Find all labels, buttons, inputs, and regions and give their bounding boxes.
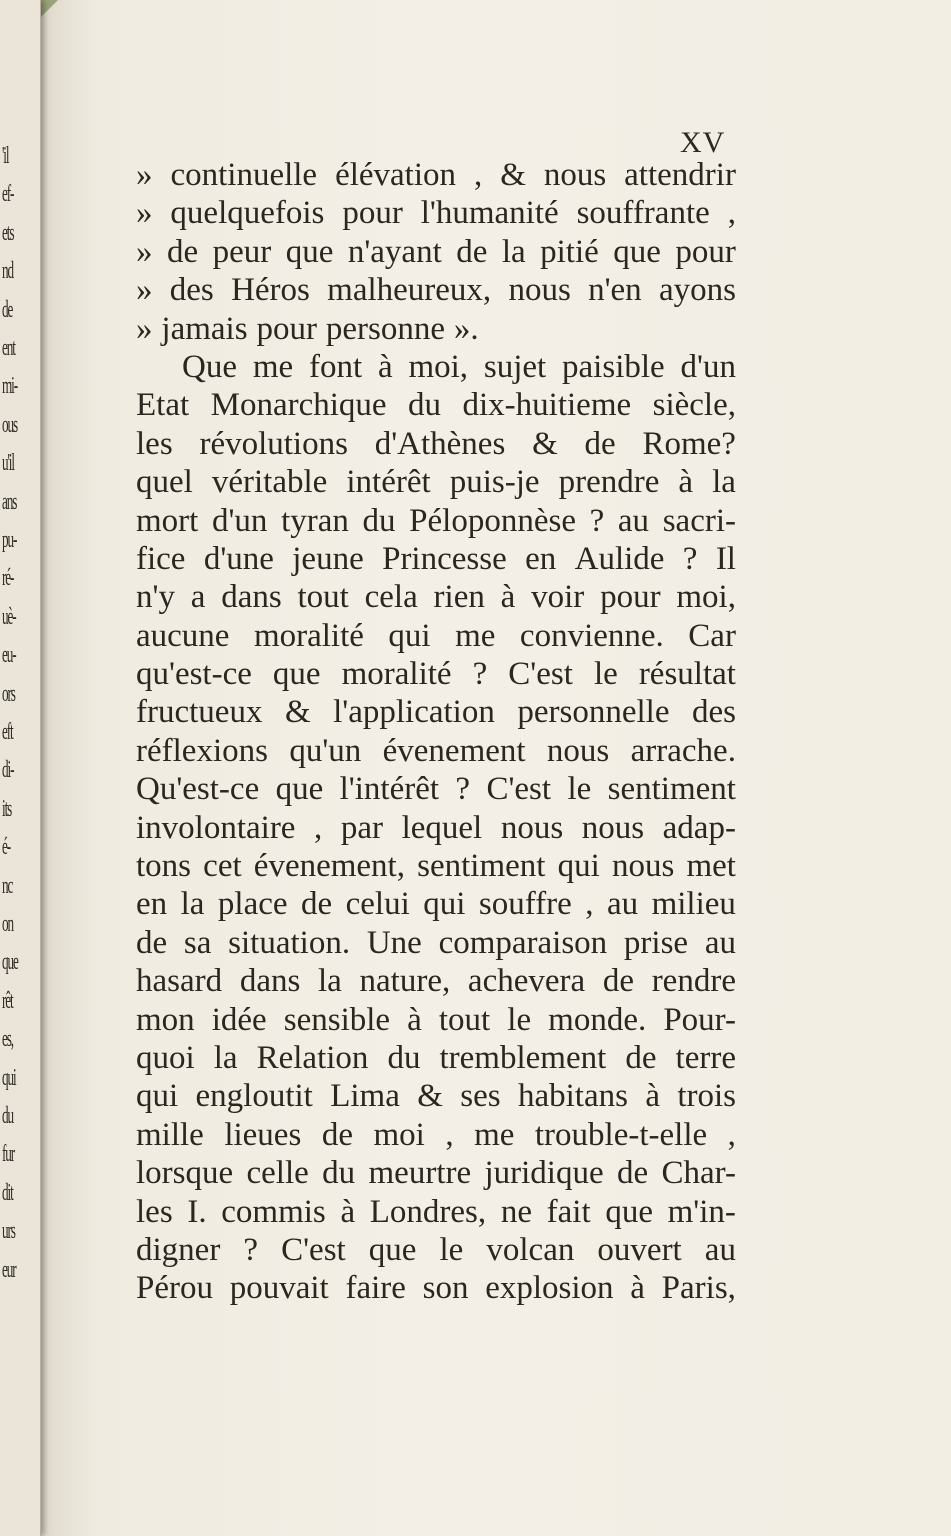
word: à <box>678 464 694 501</box>
word: voir <box>531 579 585 616</box>
word: ne <box>500 1193 532 1230</box>
word: C'est <box>281 1231 346 1268</box>
word: moi, <box>408 348 469 385</box>
word: des <box>691 694 736 731</box>
word: aucune <box>136 617 230 654</box>
word: fait <box>546 1193 591 1230</box>
word: lieues <box>224 1116 302 1153</box>
word: juridique <box>484 1155 604 1192</box>
word: Paris, <box>661 1270 736 1307</box>
word: habitans <box>517 1078 628 1115</box>
word: de <box>166 233 199 270</box>
word: , <box>445 1116 454 1153</box>
word: ? <box>589 502 605 539</box>
word: sacri- <box>662 502 736 539</box>
word: ses <box>460 1078 501 1115</box>
word: la <box>318 963 342 1000</box>
text-line <box>136 194 736 232</box>
word: C'est <box>486 771 552 808</box>
word: Que <box>182 348 237 385</box>
word: sujet <box>483 348 547 385</box>
word: & <box>500 157 526 193</box>
word: l'application <box>333 694 495 731</box>
word: , <box>727 1116 736 1153</box>
word: en <box>525 540 557 577</box>
word: ? <box>472 656 488 693</box>
word: Princesse <box>382 540 507 577</box>
previous-page-fragment: nd <box>2 258 13 285</box>
text-line <box>136 1231 736 1269</box>
word: de <box>301 886 333 923</box>
word: qui <box>388 617 431 654</box>
word: souffre <box>478 886 572 923</box>
word: Relation <box>256 1039 369 1076</box>
word: des <box>169 272 214 309</box>
previous-page-fragment: rêt <box>2 987 13 1014</box>
word: siècle, <box>652 387 736 424</box>
word: que <box>285 233 334 270</box>
word: n'en <box>588 272 642 309</box>
word: Qu'est-ce <box>136 771 260 808</box>
word: engloutit <box>195 1078 313 1115</box>
word: en <box>136 886 168 923</box>
word: moi, <box>676 579 736 616</box>
book-page <box>40 0 951 1536</box>
word: le <box>593 656 618 693</box>
word: lorsque <box>136 1155 234 1192</box>
word: a <box>190 579 206 616</box>
word: quel <box>136 464 193 501</box>
word: qui <box>423 886 466 923</box>
word: de <box>584 425 616 462</box>
word: fice <box>136 540 186 577</box>
word: ayons <box>658 272 736 309</box>
word: de <box>617 1155 649 1192</box>
word: intérêt <box>346 464 431 501</box>
word: digner <box>136 1231 221 1268</box>
word: à <box>407 1001 422 1038</box>
previous-page-fragment: on <box>2 911 13 937</box>
previous-page-fragment: ors <box>2 680 15 707</box>
word: élévation <box>335 157 457 193</box>
word: comparaison <box>438 924 608 961</box>
previous-page-fragment: its <box>2 795 12 822</box>
text-line <box>136 885 736 923</box>
word: cela <box>364 579 418 616</box>
text-line <box>136 1001 736 1039</box>
word: quoi <box>136 1039 195 1076</box>
word: convienne. <box>519 617 664 654</box>
word: malheureux, <box>327 272 492 309</box>
previous-page-fragment: 'il <box>2 143 9 169</box>
word: réflexions <box>136 732 268 769</box>
text-line <box>136 809 736 847</box>
word: qu'est-ce <box>136 656 252 693</box>
word: explosion <box>485 1270 614 1307</box>
word: mille <box>136 1116 204 1153</box>
word: résultat <box>638 656 736 693</box>
word: l'humanité <box>420 195 559 232</box>
word: meurtre <box>368 1155 472 1192</box>
text-line <box>136 156 736 194</box>
word: puis-je <box>449 464 540 501</box>
word: les <box>136 1193 173 1230</box>
word: terre <box>675 1039 736 1076</box>
word: Pérou <box>136 1270 213 1307</box>
previous-page-fragment: de <box>2 296 13 323</box>
word: , <box>473 157 483 193</box>
word: mon <box>136 1001 195 1038</box>
word: tremblement <box>439 1039 607 1076</box>
word: rendre <box>651 963 736 1000</box>
previous-page-fragment: é- <box>2 834 11 861</box>
word: Une <box>366 924 422 961</box>
word: moralité <box>341 656 452 693</box>
word: ouvert <box>597 1231 682 1268</box>
word: à <box>340 1193 356 1230</box>
word: le <box>439 1231 464 1268</box>
word: la <box>180 886 205 923</box>
word: Héros <box>231 272 310 309</box>
word: hasard <box>136 963 223 1000</box>
word: pour <box>256 310 317 347</box>
word: que <box>605 1193 653 1230</box>
word: souffrante <box>576 195 710 232</box>
word: tons <box>136 848 192 885</box>
word: prendre <box>558 464 660 501</box>
word: fructueux <box>136 694 263 731</box>
text-line <box>136 425 736 463</box>
word: pouvait <box>229 1270 329 1307</box>
word: Lima <box>330 1078 400 1115</box>
word: faire <box>345 1270 406 1307</box>
word: d'un <box>211 502 268 539</box>
word: lequel <box>401 809 483 846</box>
word: me <box>455 617 496 654</box>
word: évenement <box>382 732 526 769</box>
word: trouble-t-elle <box>534 1116 708 1153</box>
previous-page-fragment: di- <box>2 757 14 784</box>
previous-page-fragment: dit <box>2 1179 13 1206</box>
word: nous <box>508 272 571 309</box>
word: tout <box>297 579 349 616</box>
word: l'intérêt <box>339 771 440 808</box>
previous-page-fragment: mi- <box>2 373 18 400</box>
word: situation. <box>228 924 351 961</box>
text-line <box>136 1116 736 1154</box>
word: la <box>712 464 736 501</box>
word: de <box>602 963 634 1000</box>
word: m'in- <box>667 1193 736 1230</box>
text-line <box>136 693 736 731</box>
word: Monarchique <box>210 387 387 424</box>
word: arrache. <box>630 732 736 769</box>
word: au <box>704 1231 736 1268</box>
text-line <box>136 962 736 1000</box>
word: la <box>501 233 526 270</box>
word: , <box>314 809 323 846</box>
word: dans <box>239 963 301 1000</box>
text-line <box>136 617 736 655</box>
word: par <box>340 809 384 846</box>
text-line <box>136 1039 736 1077</box>
word: milieu <box>651 886 736 923</box>
text-line <box>136 502 736 540</box>
word: I. <box>187 1193 207 1230</box>
word: prise <box>623 924 689 961</box>
word: évenement, <box>253 848 405 885</box>
previous-page-fragment: fur <box>2 1141 15 1168</box>
word: qu'un <box>289 732 362 769</box>
word: , <box>727 195 736 232</box>
word: dix-huitieme <box>462 387 632 424</box>
word: ». <box>453 310 479 347</box>
word: au <box>617 502 650 539</box>
word: son <box>422 1270 469 1307</box>
word: la <box>213 1039 238 1076</box>
previous-page-fragment: eft <box>2 719 13 745</box>
previous-page-fragment: ré- <box>2 565 14 592</box>
word: volcan <box>486 1231 575 1268</box>
previous-page-fragment: pu- <box>2 527 17 553</box>
text-line <box>136 271 736 309</box>
word: achevera <box>467 963 586 1000</box>
word: les <box>136 425 173 462</box>
word: jamais <box>161 310 248 347</box>
text-line <box>136 310 736 348</box>
previous-page-fragment: du <box>2 1103 13 1129</box>
previous-page-fragment: que <box>2 949 18 976</box>
word: personne <box>325 310 446 347</box>
word: pitié <box>540 233 599 270</box>
word: de <box>136 924 168 961</box>
word: véritable <box>211 464 328 501</box>
word: & <box>532 425 558 462</box>
word: tyran <box>281 502 349 539</box>
text-line <box>136 578 736 616</box>
word: font <box>308 348 363 385</box>
word: jeune <box>292 540 364 577</box>
word: Char- <box>661 1155 736 1192</box>
word: , <box>585 886 594 923</box>
word: d'un <box>680 348 736 385</box>
previous-page-fragment: ans <box>2 488 17 515</box>
word: » <box>136 272 153 309</box>
text-line <box>136 540 736 578</box>
previous-page-fragment: u'il <box>2 450 14 477</box>
previous-page-fragment: eur <box>2 1256 16 1283</box>
word: continuelle <box>170 157 318 193</box>
text-line <box>136 233 736 271</box>
word: que <box>368 1231 417 1268</box>
word: à <box>377 348 393 385</box>
word: attendrir <box>624 157 736 193</box>
word: nous <box>500 809 564 846</box>
word: Car <box>688 617 736 654</box>
word: révolutions <box>199 425 348 462</box>
word: le <box>507 1001 532 1038</box>
text-line <box>136 770 736 808</box>
word: commis <box>221 1193 326 1230</box>
word: quelquefois <box>170 195 325 232</box>
word: que <box>275 771 324 808</box>
word: au <box>606 886 639 923</box>
word: à <box>630 1270 645 1307</box>
corner-tab <box>40 0 58 18</box>
word: ? <box>682 540 698 577</box>
word: de <box>456 233 488 270</box>
word: moi <box>373 1116 425 1153</box>
word: sentiment <box>607 771 736 808</box>
previous-page-edge <box>0 0 41 1536</box>
word: Rome? <box>642 425 736 462</box>
word: au <box>704 924 736 961</box>
word: le <box>567 771 592 808</box>
word: nous <box>581 809 645 846</box>
word: sentiment <box>417 848 546 885</box>
word: pour <box>342 195 403 232</box>
word: nature, <box>359 963 451 1000</box>
word: de <box>321 1116 353 1153</box>
word: involontaire <box>136 809 296 846</box>
word: pour <box>600 579 661 616</box>
text-line <box>136 1269 736 1307</box>
word: » <box>136 233 153 270</box>
word: que <box>272 656 321 693</box>
previous-page-fragment: ets <box>2 219 14 246</box>
word: personnelle <box>517 694 670 731</box>
word: rien <box>433 579 485 616</box>
word: mort <box>136 502 199 539</box>
word: qui <box>136 1078 179 1115</box>
text-line <box>136 655 736 693</box>
word: celle <box>246 1155 309 1192</box>
word: nous <box>546 732 610 769</box>
word: place <box>217 886 288 923</box>
word: & <box>284 694 311 731</box>
word: du <box>387 1039 421 1076</box>
word: moralité <box>253 617 364 654</box>
previous-page-fragment: eu- <box>2 642 16 669</box>
word: du <box>362 502 396 539</box>
word: idée <box>211 1001 267 1038</box>
word: sensible <box>283 1001 391 1038</box>
word: paisible <box>562 348 665 385</box>
word: n'y <box>136 579 175 616</box>
word: » <box>136 157 153 193</box>
previous-page-fragment: ent <box>2 335 15 361</box>
previous-page-fragment: es, <box>2 1026 13 1053</box>
word: d'Athènes <box>374 425 506 462</box>
word: nous <box>611 848 675 885</box>
word: ? <box>455 771 471 808</box>
previous-page-fragment: ous <box>2 411 18 438</box>
word: tout <box>438 1001 491 1038</box>
text-line <box>136 924 736 962</box>
word: sa <box>183 924 212 961</box>
word: d'une <box>203 540 274 577</box>
word: du <box>408 387 442 424</box>
word: que <box>613 233 661 270</box>
word: » <box>136 195 153 232</box>
word: trois <box>677 1078 736 1115</box>
word: de <box>625 1039 657 1076</box>
text-line <box>136 463 736 501</box>
previous-page-fragment: urs <box>2 1218 15 1245</box>
word: Il <box>715 540 736 577</box>
word: & <box>417 1078 443 1115</box>
text-line <box>136 732 736 770</box>
word: Aulide <box>574 540 665 577</box>
word: Péloponnèse <box>409 502 576 539</box>
body-text <box>136 156 736 1308</box>
word: celui <box>345 886 410 923</box>
word: Pour- <box>663 1001 736 1038</box>
text-line <box>136 386 736 424</box>
word: n'ayant <box>347 233 442 270</box>
previous-page-fragment: ef- <box>2 181 14 208</box>
text-line <box>136 348 736 386</box>
word: ? <box>243 1231 259 1268</box>
text-line <box>136 1077 736 1115</box>
word: à <box>645 1078 660 1115</box>
word: peur <box>212 233 272 270</box>
word: à <box>500 579 516 616</box>
previous-page-fragment: nc <box>2 872 13 899</box>
word: monde. <box>548 1001 647 1038</box>
word: cet <box>203 848 242 885</box>
word: qui <box>557 848 600 885</box>
word: nous <box>543 157 607 193</box>
text-line <box>136 847 736 885</box>
previous-page-fragment: uè- <box>2 603 16 630</box>
word: » <box>136 310 153 347</box>
word: Etat <box>136 387 190 424</box>
text-line <box>136 1193 736 1231</box>
word: du <box>322 1155 356 1192</box>
word: Londres, <box>369 1193 487 1230</box>
word: adap- <box>662 809 736 846</box>
word: C'est <box>508 656 573 693</box>
page-number: XV <box>680 126 726 159</box>
word: met <box>686 848 736 885</box>
previous-page-fragment: qui <box>2 1064 16 1091</box>
text-line <box>136 1154 736 1192</box>
word: dans <box>221 579 282 616</box>
word: me <box>252 348 294 385</box>
word: me <box>474 1116 515 1153</box>
word: pour <box>675 233 736 270</box>
